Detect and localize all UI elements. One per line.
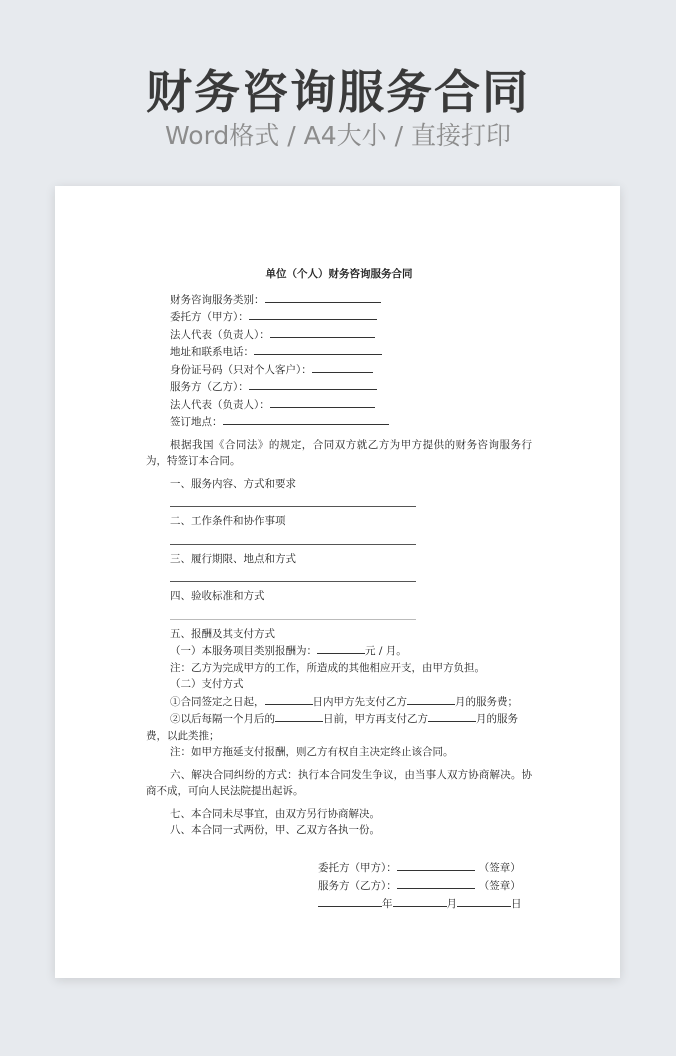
item-text: 日内甲方先支付乙方 bbox=[312, 695, 407, 708]
dispute-clause: 六、解决合同纠纷的方式：执行本合同发生争议，由当事人双方协商解决。协商不成，可向人民法院提出起诉。 bbox=[146, 768, 532, 797]
fill-line bbox=[318, 895, 382, 907]
item-text: 月的服务费； bbox=[455, 695, 518, 708]
section-1-heading: 一、服务内容、方式和要求 bbox=[170, 477, 296, 490]
field-signing-place bbox=[146, 413, 532, 431]
section-5-heading: 五、报酬及其支付方式 bbox=[170, 627, 275, 640]
banner-subtitle: Word格式 / A4大小 / 直接打印 bbox=[165, 121, 511, 150]
field-label: 法人代表（负责人）： bbox=[170, 328, 270, 341]
party-b-label: 服务方（乙方）： bbox=[318, 879, 397, 892]
fill-line bbox=[249, 378, 377, 390]
field-label: 法人代表（负责人）： bbox=[170, 398, 270, 411]
section-4-heading: 四、验收标准和方式 bbox=[170, 590, 265, 602]
fill-line bbox=[312, 361, 373, 373]
payment-item-2 bbox=[146, 710, 532, 728]
section-1-blank bbox=[170, 492, 416, 507]
section-3-heading: 三、履行期限、地点和方式 bbox=[170, 552, 296, 565]
payment-note-1: 注：乙方为完成甲方的工作，所造成的其他相应开支，由甲方负担。 bbox=[170, 661, 485, 674]
item-text: ②以后每隔一个月后的 bbox=[170, 713, 275, 725]
field-id-number bbox=[146, 361, 532, 379]
signature-party-b bbox=[318, 877, 532, 895]
field-legal-rep-b bbox=[146, 396, 532, 414]
seal-label: （签章） bbox=[478, 861, 521, 874]
field-label: 身份证号码（只对个人客户）： bbox=[170, 363, 312, 376]
section-3-blank bbox=[170, 567, 416, 582]
field-label: 服务方（乙方）： bbox=[170, 381, 249, 393]
payment-method-heading: （二）支付方式 bbox=[170, 678, 244, 690]
fill-line bbox=[428, 710, 476, 722]
item-text: ①合同签定之日起， bbox=[170, 695, 265, 708]
fill-line bbox=[275, 710, 323, 722]
clause-7: 七、本合同未尽事宜，由双方另行协商解决。 bbox=[170, 807, 380, 820]
item-text: 日前，甲方再支付乙方 bbox=[323, 713, 428, 725]
fill-line bbox=[393, 895, 447, 907]
field-address-phone bbox=[146, 343, 532, 361]
payment-item-1 bbox=[146, 693, 532, 711]
field-label: 委托方（甲方）： bbox=[170, 311, 249, 323]
section-2-heading: 二、工作条件和协作事项 bbox=[170, 515, 286, 527]
payment-amount-label: （一）本服务项目类别报酬为： bbox=[170, 645, 317, 657]
fill-line bbox=[317, 642, 365, 654]
signature-date bbox=[318, 895, 532, 913]
document-page bbox=[55, 186, 620, 978]
field-legal-rep-a bbox=[146, 326, 532, 344]
section-2-blank bbox=[170, 530, 416, 545]
document-title: 单位（个人）财务咨询服务合同 bbox=[265, 268, 413, 280]
section-4-blank bbox=[170, 605, 416, 620]
field-label: 地址和联系电话： bbox=[170, 346, 254, 358]
party-a-label: 委托方（甲方）： bbox=[318, 861, 397, 874]
fill-line bbox=[407, 693, 455, 705]
item-text: 月的服务 bbox=[476, 713, 518, 725]
date-year: 年 bbox=[382, 897, 393, 910]
signature-block bbox=[146, 859, 532, 913]
payment-unit: 元 / 月。 bbox=[365, 645, 407, 657]
fill-line bbox=[223, 413, 389, 425]
signature-party-a bbox=[318, 859, 532, 877]
fill-line bbox=[249, 308, 377, 320]
intro-paragraph: 根据我国《合同法》的规定，合同双方就乙方为甲方提供的财务咨询服务行为，特签订本合同。 bbox=[146, 438, 532, 467]
banner-title: 财务咨询服务合同 bbox=[146, 65, 530, 119]
clause-8: 八、本合同一式两份，甲、乙双方各执一份。 bbox=[170, 824, 380, 836]
payment-amount-line bbox=[146, 642, 532, 660]
seal-label: （签章） bbox=[478, 879, 521, 892]
field-service-category bbox=[146, 291, 532, 309]
fill-line bbox=[270, 326, 375, 338]
document-body bbox=[146, 266, 532, 913]
field-service-provider bbox=[146, 378, 532, 396]
payment-note-2: 注：如甲方拖延支付报酬，则乙方有权自主决定终止该合同。 bbox=[170, 746, 454, 758]
field-label: 签订地点： bbox=[170, 416, 223, 428]
fill-line bbox=[265, 693, 313, 705]
fill-line bbox=[265, 291, 381, 303]
date-month: 月 bbox=[446, 897, 457, 910]
fill-line bbox=[397, 859, 475, 871]
fill-line bbox=[457, 895, 511, 907]
date-day: 日 bbox=[511, 897, 522, 910]
payment-item-2-cont: 费，以此类推； bbox=[146, 729, 220, 742]
fill-line bbox=[270, 396, 375, 408]
fill-line bbox=[254, 343, 382, 355]
fill-line bbox=[397, 877, 475, 889]
field-client bbox=[146, 308, 532, 326]
field-label: 财务咨询服务类别： bbox=[170, 293, 265, 306]
